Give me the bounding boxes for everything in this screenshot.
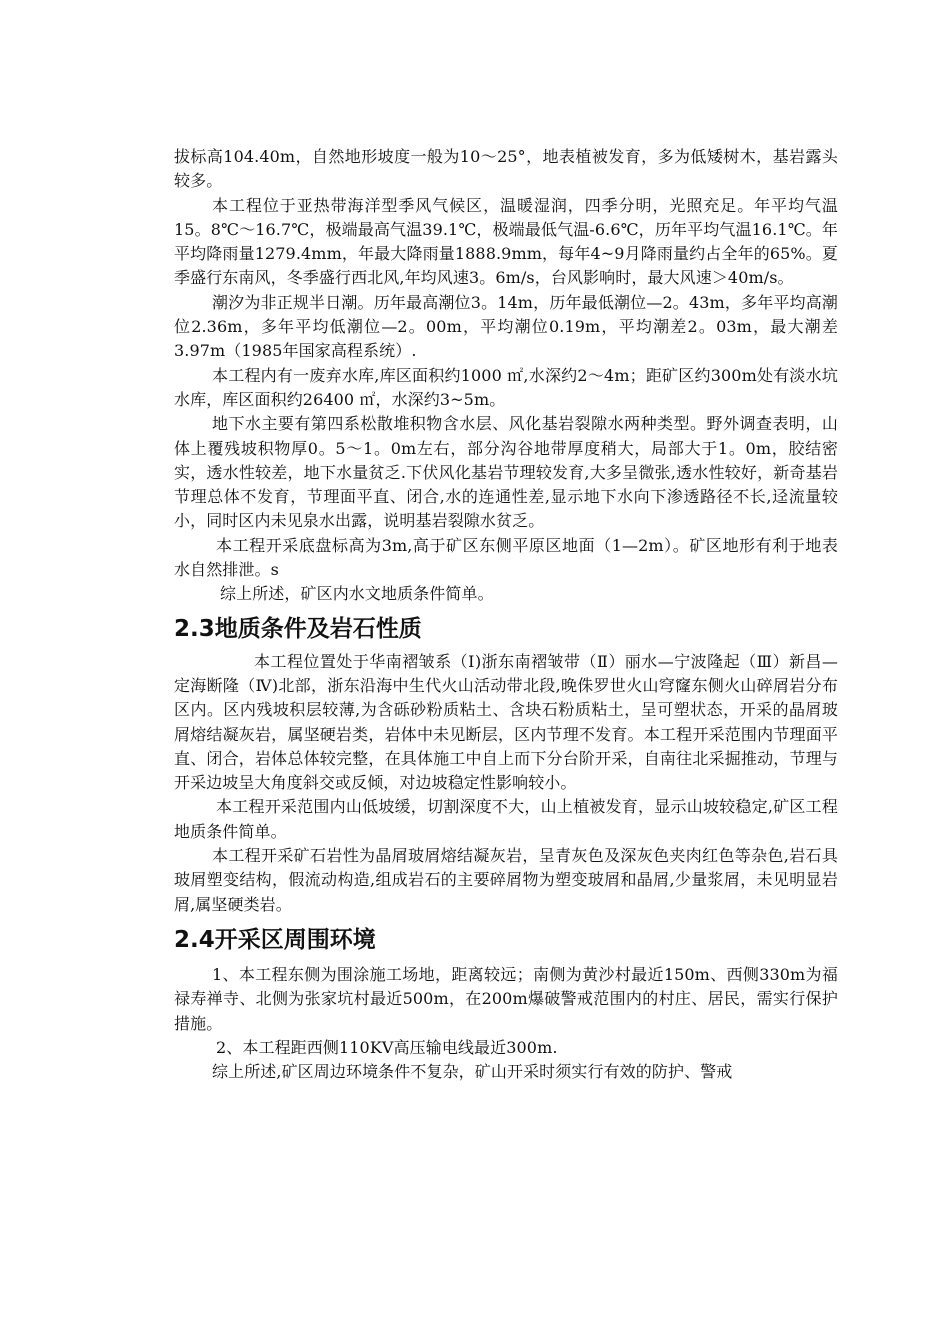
paragraph-tide: 潮汐为非正规半日潮。历年最高潮位3。14m，历年最低潮位—2。43m，多年平均高潮位2.36m，多年平均低潮位—2。00m，平均潮位0.19m，平均潮差2。03m，最大潮差3.97m（1985年国家高程系统）.	[174, 292, 838, 361]
paragraph-env-summary: 综上所述,矿区周边环境条件不复杂，矿山开采时须实行有效的防护、警戒	[212, 1062, 733, 1082]
paragraph-geology-slope: 本工程开采范围内山低坡缓，切割深度不大，山上植被发育，显示山坡较稳定,矿区工程地质条件简单。	[174, 797, 838, 841]
document-page	[174, 145, 838, 1084]
section-heading-environment: 2.4开采区周围环境	[174, 926, 376, 953]
section-heading-geology: 2.3地质条件及岩石性质	[174, 615, 422, 642]
paragraph-climate: 本工程位于亚热带海洋型季风气候区，温暖湿润，四季分明，光照充足。年平均气温15。8℃～16.7℃，极端最高气温39.1℃，极端最低气温-6.6℃，历年平均气温16.1℃。年平均降雨量1279.4mm，年最大降雨量1888.9mm，每年4~9月降雨量约占全年的65%。夏季盛行东南风，冬季盛行西北风,年均风速3。6m/s，台风影响时，最大风速＞40m/s。	[174, 195, 838, 288]
paragraph-drainage: 本工程开采底盘标高为3m,高于矿区东侧平原区地面（1—2m）。矿区地形有利于地表水自然排泄。s	[174, 535, 838, 580]
paragraph-env-surroundings: 1、本工程东侧为围涂施工场地，距离较远；南侧为黄沙村最近150m、西侧330m为福禄寿禅寺、北侧为张家坑村最近500m，在200m爆破警戒范围内的村庄、居民，需实行保护措施。	[174, 964, 838, 1033]
paragraph-hydro-summary: 综上所述，矿区内水文地质条件简单。	[220, 584, 494, 604]
paragraph-geology-structure: 本工程位置处于华南褶皱系（Ⅰ)浙东南褶皱带（Ⅱ）丽水—宁波隆起（Ⅲ）新昌—定海断隆（Ⅳ)北部，浙东沿海中生代火山活动带北段,晚侏罗世火山穹窿东侧火山碎屑岩分布区内。区内残坡积层较薄,为含砾砂粉质粘土、含块石粉质粘土，呈可塑状态，开采的晶屑玻屑熔结凝灰岩，属坚硬岩类，岩体中未见断层，区内节理不发育。本工程开采范围内节理面平直、闭合，岩体总体较完整，在具体施工中自上而下分台阶开采，自南往北采掘推动，节理与开采边坡呈大角度斜交或反倾，对边坡稳定性影响较小。	[174, 651, 838, 793]
paragraph-env-powerline: 2、本工程距西侧110KV高压输电线最近300m.	[216, 1037, 558, 1057]
paragraph-elevation: 拔标高104.40m，自然地形坡度一般为10～25°，地表植被发育，多为低矮树木，基岩露头较多。	[174, 147, 838, 191]
paragraph-groundwater: 地下水主要有第四系松散堆积物含水层、风化基岩裂隙水两种类型。野外调查表明，山体上覆残坡积物厚0。5～1。0m左右，部分沟谷地带厚度稍大，局部大于1。0m，胶结密实，透水性较差，地下水量贫乏.下伏风化基岩节理较发育,大多呈微张,透水性较好，新奇基岩节理总体不发育，节理面平直、闭合,水的连通性差,显示地下水向下渗透路径不长,迳流量较小，同时区内未见泉水出露，说明基岩裂隙水贫乏。	[174, 414, 838, 531]
paragraph-reservoir: 本工程内有一废弃水库,库区面积约1000 ㎡,水深约2～4m；距矿区约300m处有淡水坑水库，库区面积约26400 ㎡，水深约3~5m。	[174, 365, 838, 409]
paragraph-geology-rock: 本工程开采矿石岩性为晶屑玻屑熔结凝灰岩，呈青灰色及深灰色夹肉红色等杂色,岩石具玻屑塑变结构，假流动构造,组成岩石的主要碎屑物为塑变玻屑和晶屑,少量浆屑，未见明显岩屑,属坚硬类岩。	[174, 846, 838, 914]
